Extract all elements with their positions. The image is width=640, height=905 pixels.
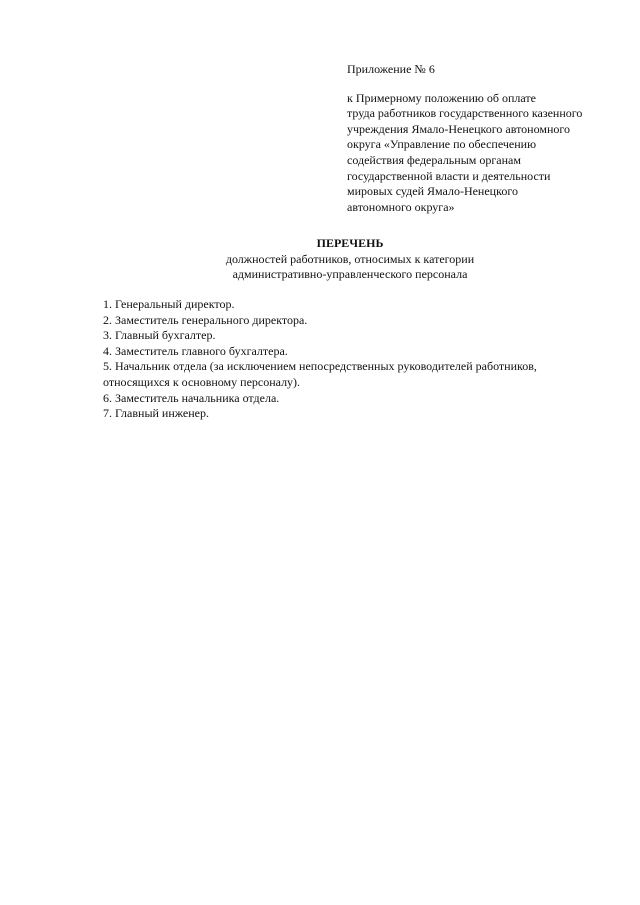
appendix-block: [347, 62, 617, 215]
positions-list: [103, 297, 603, 422]
appendix-line: мировых судей Ямало-Ненецкого: [347, 184, 518, 199]
list-item: 1. Генеральный директор.: [103, 297, 235, 311]
appendix-line: автономного округа»: [347, 199, 455, 214]
document-heading: [0, 236, 640, 283]
appendix-line: к Примерному положению об оплате: [347, 90, 536, 105]
heading-subtitle-line: административно-управленческого персонала: [232, 267, 468, 282]
appendix-line: учреждения Ямало-Ненецкого автономного: [347, 121, 570, 136]
appendix-title: Приложение № 6: [347, 62, 435, 76]
appendix-line: содействия федеральным органам: [347, 152, 521, 167]
list-item: 7. Главный инженер.: [103, 406, 209, 421]
appendix-line: округа «Управление по обеспечению: [347, 137, 537, 152]
appendix-line: труда работников государственного казенного: [347, 106, 583, 121]
list-item: 5. Начальник отдела (за исключением непосредственных руководителей работников,: [103, 359, 537, 374]
list-item: 4. Заместитель главного бухгалтера.: [103, 343, 288, 358]
heading-title: ПЕРЕЧЕНЬ: [316, 236, 384, 250]
appendix-line: государственной власти и деятельности: [347, 168, 551, 183]
list-item: 6. Заместитель начальника отдела.: [103, 390, 280, 405]
list-item: 2. Заместитель генерального директора.: [103, 312, 308, 327]
list-item: относящихся к основному персоналу).: [103, 374, 301, 389]
heading-subtitle-line: должностей работников, относимых к категории: [225, 251, 475, 266]
list-item: 3. Главный бухгалтер.: [103, 328, 216, 343]
